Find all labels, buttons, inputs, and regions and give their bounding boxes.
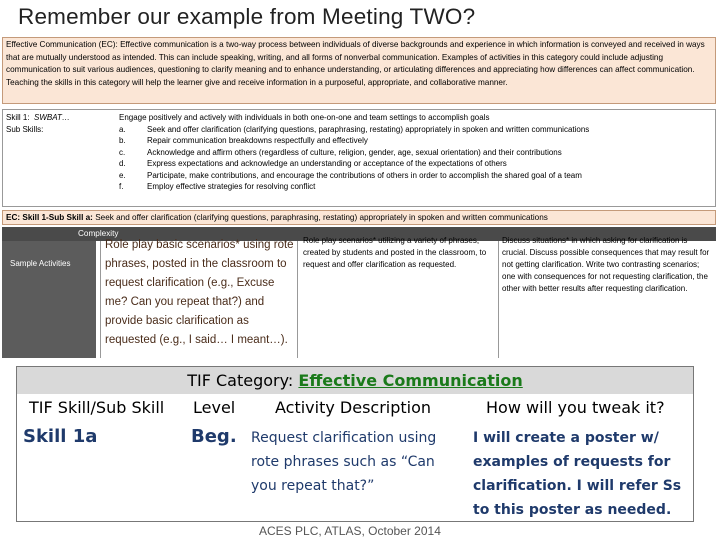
tif-title-prefix: TIF Category:: [187, 371, 294, 390]
sample-activities-label: Sample Activities: [10, 259, 71, 268]
ec-definition-label: Effective Communication (EC):: [6, 40, 118, 49]
sub-skill-item: [119, 181, 711, 193]
header-tweak: How will you tweak it?: [486, 398, 665, 417]
sub-skill-item: [119, 147, 711, 159]
sub-skill-text: Repair communication breakdowns respectfully and effectively: [147, 136, 368, 145]
skill-label: Skill 1:: [6, 113, 30, 122]
header-level: Level: [193, 398, 236, 417]
row-skill: Skill 1a: [23, 426, 98, 447]
sub-skill-text: Employ effective strategies for resolving conflict: [147, 182, 316, 191]
sub-skill-letter: a.: [119, 124, 126, 134]
slide-title: Remember our example from Meeting TWO?: [18, 4, 476, 29]
sample-activities-column: [2, 241, 96, 358]
activity-advanced-text: Discuss situations* in which asking for clarification is crucial. Discuss possible consequences that may result for not getting clarification. Write two contrasting scenarios; one with consequences for not requesting clarification, the other with better results after requesting clarification.: [502, 236, 710, 293]
row-level: Beg.: [191, 426, 237, 447]
tif-title: [17, 367, 693, 394]
sub-skill-item: [119, 158, 711, 170]
sub-skill-text: Express expectations and acknowledge an understanding or acceptance of the expectations of others: [147, 159, 507, 168]
skill-goal-block: [119, 112, 711, 193]
ec-sub-skill-text: Seek and offer clarification (clarifying questions, paraphrasing, restating) appropriately in spoken and written communications: [95, 213, 548, 222]
tif-header-row: [17, 394, 693, 421]
activity-intermediate-cell: [300, 236, 496, 358]
sub-skill-letter: e.: [119, 170, 126, 180]
ec-sub-skill-bar: [2, 210, 716, 225]
sub-skill-letter: f.: [119, 182, 124, 191]
skill-goal: Engage positively and actively with individuals in both one-on-one and team settings to accomplish goals: [119, 113, 490, 122]
swbat-label: SWBAT…: [34, 113, 70, 122]
sub-skill-text: Participate, make contributions, and encourage the contributions of others in order to accomplish the shared goal of a team: [147, 170, 582, 180]
sub-skill-item: [119, 124, 711, 136]
skill-box: [2, 109, 716, 207]
header-skill: TIF Skill/Sub Skill: [29, 398, 165, 417]
sub-skill-letter: b.: [119, 136, 126, 145]
sub-skill-text: Acknowledge and affirm others (regardless of culture, religion, gender, age, sexual orientation) and their contributions: [147, 147, 562, 157]
skill-label-block: [6, 112, 114, 135]
complexity-label: Complexity: [78, 229, 119, 238]
row-tweak: I will create a poster w/ examples of requests for clarification. I will refer Ss to this poster as needed.: [473, 430, 682, 518]
tif-table: [16, 366, 694, 522]
row-activity: Request clarification using rote phrases such as “Can you repeat that?”: [251, 430, 437, 494]
header-activity: Activity Description: [275, 398, 432, 417]
sub-skill-letter: d.: [119, 159, 126, 168]
ec-definition-box: [2, 37, 716, 104]
sub-skill-list: [119, 124, 711, 193]
footer-credit: ACES PLC, ATLAS, October 2014: [259, 524, 441, 538]
tif-data-row: [17, 421, 693, 521]
sub-skills-label: Sub Skills:: [6, 124, 44, 134]
activity-beginner-text: Role play basic scenarios* using rote phrases, posted in the classroom to request clarification (e.g., Excuse me? Can you repeat that?) and provide basic clarification as requested (e.g., I said… I meant…).: [105, 239, 294, 346]
sub-skill-item: [119, 135, 711, 147]
activity-beginner-cell: [100, 241, 298, 358]
sub-skill-letter: c.: [119, 147, 126, 157]
ec-definition-text: Effective communication is a two-way process between individuals of diverse backgrounds and experience in which information is conveyed and received in ways that are mutually understood as intended. This can include speaking, writing, and all forms of nonverbal communication. Examples of activities in this category could include adjusting communication to suit various audiences, questioning to clarify meaning and to enhance understanding, or articulating differences and appreciating how differences can affect communication. Teaching the skills in this category will help the learner give and receive information in a purposeful, appropriate, and collaborative manner.: [6, 40, 705, 87]
ec-sub-skill-label: EC: Skill 1-Sub Skill a:: [6, 213, 93, 222]
sub-skill-item: [119, 170, 711, 182]
sub-skill-text: Seek and offer clarification (clarifying questions, paraphrasing, restating) appropriately in spoken and written communications: [147, 124, 590, 134]
activity-intermediate-text: Role play scenarios* utilizing a variety of phrases, created by students and posted in the classroom, to request and offer clarification as requested.: [303, 236, 487, 269]
activity-advanced-cell: [498, 236, 716, 358]
tif-category: Effective Communication: [298, 371, 523, 390]
